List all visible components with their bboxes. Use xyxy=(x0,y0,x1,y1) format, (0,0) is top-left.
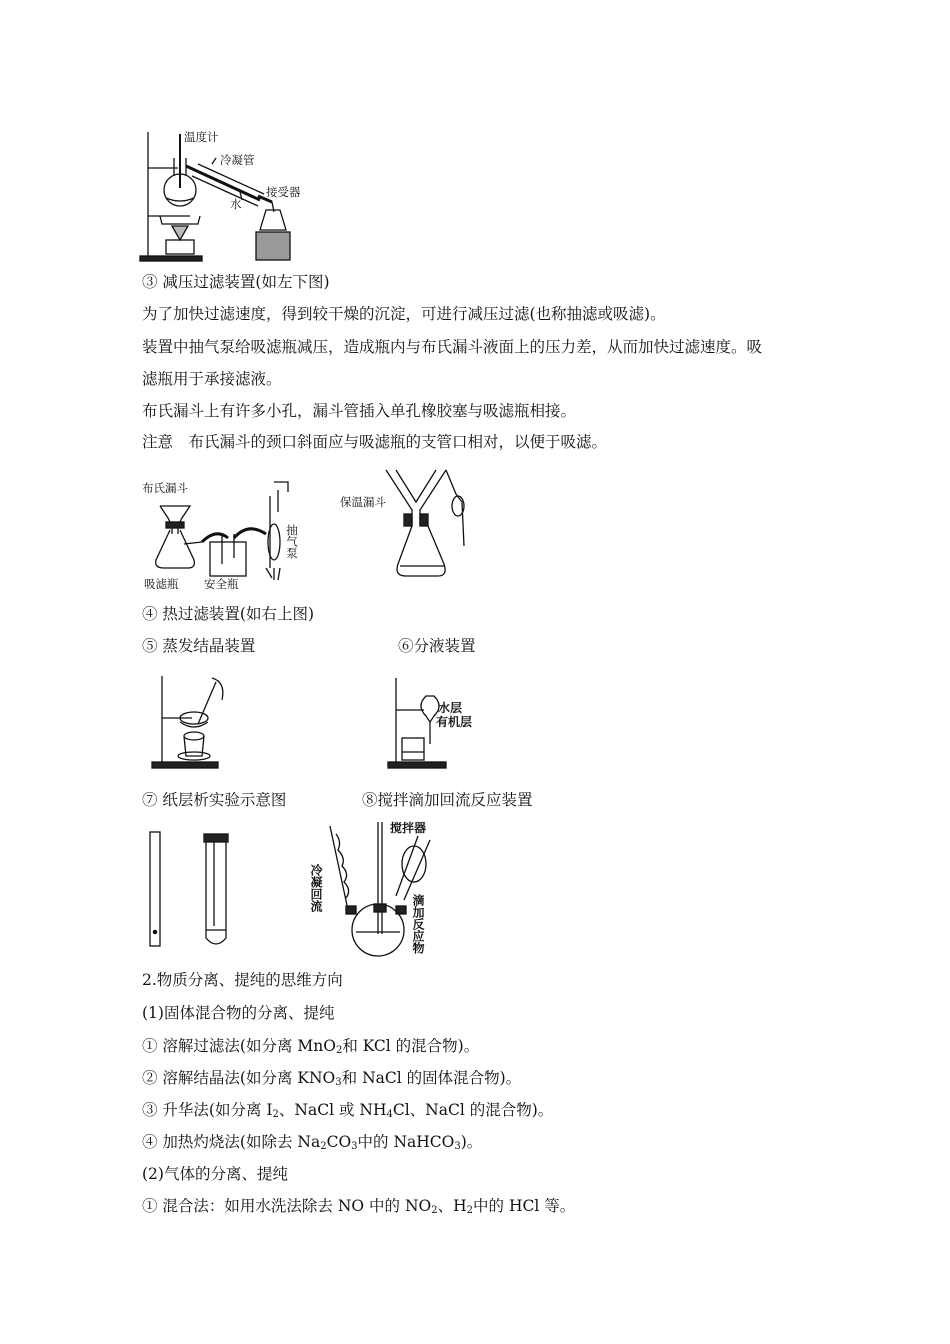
evaporation-figure xyxy=(150,672,232,772)
thermometer-label: 温度计 xyxy=(184,130,219,144)
suction-filtration-figure xyxy=(140,472,315,594)
item-5-heading: ⑤ 蒸发结晶装置 xyxy=(142,637,256,655)
suction-pump-label: 抽气泵 xyxy=(285,524,299,559)
item-3-heading: ③ 减压过滤装置(如左下图) xyxy=(142,273,330,291)
subsection-2-heading: (2)气体的分离、提纯 xyxy=(142,1165,288,1183)
paragraph-3: 布氏漏斗上有许多小孔，漏斗管插入单孔橡胶塞与吸滤瓶相接。 xyxy=(142,402,577,420)
subsection-1-heading: (1)固体混合物的分离、提纯 xyxy=(142,1004,335,1022)
condenser-label: 冷凝管 xyxy=(220,153,255,167)
item-7-heading: ⑦ 纸层析实验示意图 xyxy=(142,791,287,809)
solid-method-2: ② 溶解结晶法(如分离 $KNO_3$和 NaCl 的固体混合物)。 xyxy=(142,1069,522,1088)
paragraph-1: 为了加快过滤速度，得到较干燥的沉淀，可进行减压过滤(也称抽滤或吸滤)。 xyxy=(142,305,666,323)
paragraph-2b: 滤瓶用于承接滤液。 xyxy=(142,370,282,388)
water-layer-label: 水层 xyxy=(438,701,463,715)
separatory-figure xyxy=(386,672,494,772)
paragraph-2a: 装置中抽气泵给吸滤瓶减压，造成瓶内与布氏漏斗液面上的压力差，从而加快过滤速度。吸 xyxy=(142,338,763,356)
reflux-figure xyxy=(309,820,452,958)
item-4-heading: ④ 热过滤装置(如右上图) xyxy=(142,605,315,623)
dropwise-label: 滴加反应物 xyxy=(411,894,425,954)
solid-method-4: ④ 加热灼烧法(如除去 $Na_2CO_3$中的 NaHCO$_3$)。 xyxy=(142,1133,483,1152)
hot-funnel-label: 保温漏斗 xyxy=(340,495,386,509)
section-2-heading: 2.物质分离、提纯的思维方向 xyxy=(142,971,343,989)
hot-filtration-figure xyxy=(340,466,480,590)
item-8-heading: ⑧搅拌滴加回流反应装置 xyxy=(362,791,533,809)
chromatography-figure xyxy=(140,826,240,950)
condense-reflux-label: 冷凝回流 xyxy=(309,864,323,912)
stirrer-label: 搅拌器 xyxy=(390,821,427,835)
item-6-heading: ⑥分液装置 xyxy=(398,637,476,655)
solid-method-3: ③ 升华法(如分离 $I_2$、NaCl 或 $NH_4Cl$、NaCl 的混合物)。 xyxy=(142,1101,554,1120)
gas-method-1: ① 混合法：如用水洗法除去 NO 中的 $NO_2$、$H_2$中的 HCl 等。 xyxy=(142,1197,576,1216)
buchner-funnel-label: 布氏漏斗 xyxy=(142,481,188,495)
suction-flask-label: 吸滤瓶 xyxy=(144,577,179,591)
solid-method-1: ① 溶解过滤法(如分离 MnO$_2$和 KCl 的混合物)。 xyxy=(142,1037,480,1056)
note-paragraph: 注意 布氏漏斗的颈口斜面应与吸滤瓶的支管口相对，以便于吸滤。 xyxy=(142,433,608,451)
receiver-label: 接受器 xyxy=(266,185,301,199)
distillation-figure xyxy=(140,128,315,264)
organic-layer-label: 有机层 xyxy=(436,715,473,729)
safety-bottle-label: 安全瓶 xyxy=(204,577,239,591)
water-label: 水 xyxy=(230,197,242,211)
